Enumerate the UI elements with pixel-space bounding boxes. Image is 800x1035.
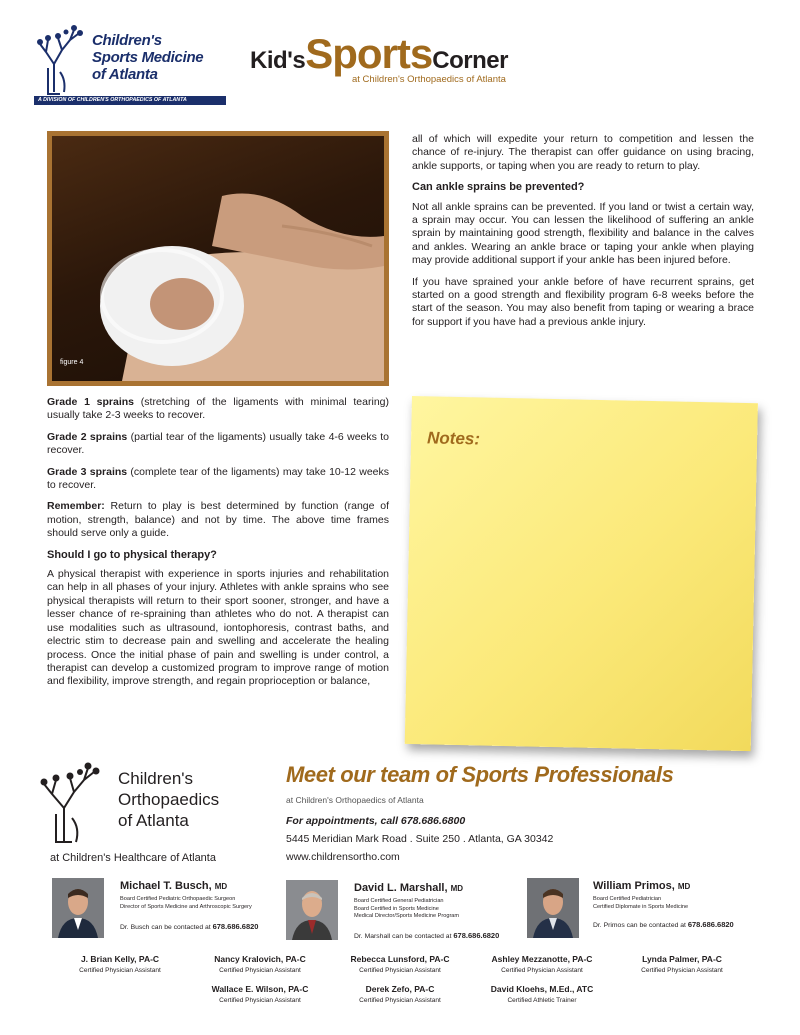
prevention-text-2: If you have sprained your ankle before of have recurrent sprains, get started on a good strength and flexibility program 6-8 weeks before the start of the season. You may also benefit from taping or wearing a brace for support if you have had a previous ankle injury.: [412, 275, 754, 328]
remember-text: Return to play is best determined by function (range of motion, strength, balance) and not by time. The above time frames should serve only a guide.: [47, 500, 389, 540]
doctor-suffix: MD: [450, 884, 464, 893]
doctor-photo: [286, 880, 338, 940]
doctor-name: [120, 880, 227, 892]
grade-2-label: Grade 2 sprains: [47, 430, 128, 443]
staff-title: Certified Physician Assistant: [79, 967, 161, 974]
left-column: [47, 396, 389, 697]
title-sports: Sports: [305, 30, 433, 77]
notes-label: Notes:: [426, 428, 481, 449]
appointments-line: For appointments, call 678.686.6800: [286, 815, 466, 827]
staff-title: Certified Physician Assistant: [501, 967, 583, 974]
coa-logo: [38, 760, 268, 868]
coa-line-1: Children's: [118, 769, 194, 788]
credential-line: Board Certified Pediatrician: [593, 896, 662, 902]
staff-member: [330, 954, 470, 974]
doctor-name-text: David L. Marshall,: [354, 882, 448, 894]
staff-member: [190, 984, 330, 1004]
doctor-photo: [527, 878, 579, 938]
grade-3-paragraph: [47, 466, 389, 493]
doctor-suffix: MD: [677, 882, 691, 891]
grade-2-paragraph: [47, 431, 389, 458]
figure-caption: figure 4: [60, 359, 84, 366]
grade-2-text: (partial tear of the ligaments) usually take 4-6 weeks to recover.: [47, 430, 389, 457]
staff-member: [472, 984, 612, 1004]
credential-line: Board Certified General Pediatrician: [354, 898, 444, 904]
staff-title: Certified Physician Assistant: [219, 997, 301, 1004]
address-line: 5445 Meridian Mark Road . Suite 250 . Atlanta, GA 30342: [286, 833, 554, 845]
staff-member: [472, 954, 612, 974]
meet-team-subtitle: at Children's Orthopaedics of Atlanta: [286, 795, 424, 805]
staff-name: Wallace E. Wilson, PA-C: [211, 984, 309, 994]
staff-title: Certified Physician Assistant: [359, 997, 441, 1004]
credential-line: Medical Director/Sports Medicine Program: [354, 913, 460, 919]
contact-text: Dr. Marshall can be contacted at: [354, 933, 452, 940]
grade-1-paragraph: [47, 396, 389, 423]
doctor-card: [52, 878, 282, 942]
logo-line-3: of Atlanta: [92, 66, 158, 83]
doctor-contact: [354, 931, 499, 940]
credential-line: Board Certified Pediatric Orthopaedic Surgeon: [120, 896, 236, 902]
doctor-suffix: MD: [214, 882, 228, 891]
logo-division-bar: A DIVISION OF CHILDREN'S ORTHOPAEDICS OF ATLANTA: [34, 96, 226, 105]
physical-therapy-text: A physical therapist with experience in sports injuries and rehabilitation can help in all phases of your injury. Athletes with ankle sprains who see physical therapists will return to their sport sooner, stronger, and have a lesser chance of re-spraining than athletes who do not. A therapist can use modalities such as ultrasound, iontophoresis, contrast baths, and electric stim to decrease pain and swelling and accelerate the healing process. Once the initial phase of pain and swelling is under control, a therapist can develop a customized program to improve range of motion and flexibility, improve strength, and regain proprioception or balance,: [47, 568, 389, 688]
coa-subtitle: at Children's Healthcare of Atlanta: [50, 852, 216, 864]
grade-1-text: (stretching of the ligaments with minimal tearing) usually take 2-3 weeks to recover.: [47, 396, 389, 422]
figure-4-frame: [47, 131, 389, 386]
staff-member: [330, 984, 470, 1004]
website-link[interactable]: www.childrensortho.com: [286, 851, 400, 863]
staff-name: Ashley Mezzanotte, PA-C: [491, 954, 593, 964]
doctor-card: [527, 878, 757, 942]
logo-line-2: Sports Medicine: [92, 49, 204, 66]
staff-member: [50, 954, 190, 974]
notes-sticky: [412, 396, 758, 752]
credential-line: Board Certified in Sports Medicine: [354, 905, 439, 912]
grade-3-text: (complete tear of the ligaments) may take 10-12 weeks to recover.: [47, 465, 389, 492]
coa-line-2: Orthopaedics: [118, 790, 220, 809]
doctor-contact: [593, 920, 734, 929]
right-column: [412, 133, 754, 337]
logo-line-1: Children's: [92, 32, 162, 49]
figure-4-photo: [52, 136, 384, 381]
credential-line: Director of Sports Medicine and Arthroscopic Surgery: [120, 903, 252, 910]
grade-1-label: Grade 1 sprains: [47, 396, 135, 408]
remember-paragraph: [47, 500, 389, 540]
grade-3-label: Grade 3 sprains: [47, 465, 128, 478]
sticky-note-paper: [405, 396, 758, 751]
coa-logo-text: [118, 768, 219, 831]
tree-icon: [38, 760, 108, 844]
coa-line-3: of Atlanta: [118, 811, 189, 830]
ankle-donut-illustration: [52, 136, 384, 381]
doctor-name: [593, 880, 690, 892]
doctor-card: [286, 880, 516, 944]
staff-title: Certified Physician Assistant: [359, 967, 441, 974]
credential-line: Certified Diplomate in Sports Medicine: [593, 903, 689, 910]
prevention-text: Not all ankle sprains can be prevented. If you land or twist a certain way, a sprain may occur. You can lessen the likelihood of suffering an ankle sprain by maintaining good strength, flexibility and balance in the calves and ankles. Wearing an ankle brace or taping your ankle when playing may provide additional support if your ankle has been injured before.: [412, 200, 754, 267]
title-kids: Kid's: [250, 47, 306, 74]
staff-title: Certified Physician Assistant: [641, 967, 723, 974]
continued-text: all of which will expedite your return to competition and lessen the chance of re-injury. The therapist can offer guidance on using bracing, ankle supports, or taping when you are ready to return to play.: [412, 133, 754, 172]
kids-sports-corner-title: [250, 30, 570, 90]
doctor-name-text: William Primos,: [593, 880, 675, 892]
contact-phone: 678.686.6820: [212, 922, 259, 931]
contact-text: Dr. Primos can be contacted at: [593, 922, 686, 929]
csma-logo: [34, 20, 230, 106]
doctor-photo: [52, 878, 104, 938]
staff-title: Certified Physician Assistant: [219, 967, 301, 974]
doctor-credentials: [593, 896, 688, 911]
staff-member: [612, 954, 752, 974]
contact-phone: 678.686.6820: [453, 931, 500, 940]
doctor-credentials: [354, 898, 459, 921]
doctor-name-text: Michael T. Busch,: [120, 880, 212, 892]
csma-logo-text: [92, 32, 203, 83]
contact-phone: 678.686.6820: [687, 920, 734, 929]
meet-team-heading: Meet our team of Sports Professionals: [286, 762, 674, 787]
staff-name: Derek Zefo, PA-C: [365, 984, 435, 994]
physical-therapy-heading: Should I go to physical therapy?: [47, 548, 217, 561]
remember-label: Remember:: [47, 500, 105, 513]
tree-icon: [34, 22, 90, 96]
staff-name: Rebecca Lunsford, PA-C: [350, 954, 450, 964]
doctor-name: [354, 882, 463, 894]
contact-text: Dr. Busch can be contacted at: [120, 924, 211, 931]
doctor-credentials: [120, 896, 252, 911]
doctor-contact: [120, 922, 258, 931]
staff-name: Lynda Palmer, PA-C: [642, 954, 722, 964]
staff-name: David Kloehs, M.Ed., ATC: [490, 984, 594, 994]
title-subtitle: at Children's Orthopaedics of Atlanta: [352, 74, 506, 85]
title-corner: Corner: [432, 47, 508, 74]
staff-name: Nancy Kralovich, PA-C: [214, 954, 306, 964]
staff-member: [190, 954, 330, 974]
staff-name: J. Brian Kelly, PA-C: [80, 954, 160, 964]
staff-title: Certified Athletic Trainer: [507, 997, 577, 1004]
prevention-heading: Can ankle sprains be prevented?: [412, 181, 585, 194]
